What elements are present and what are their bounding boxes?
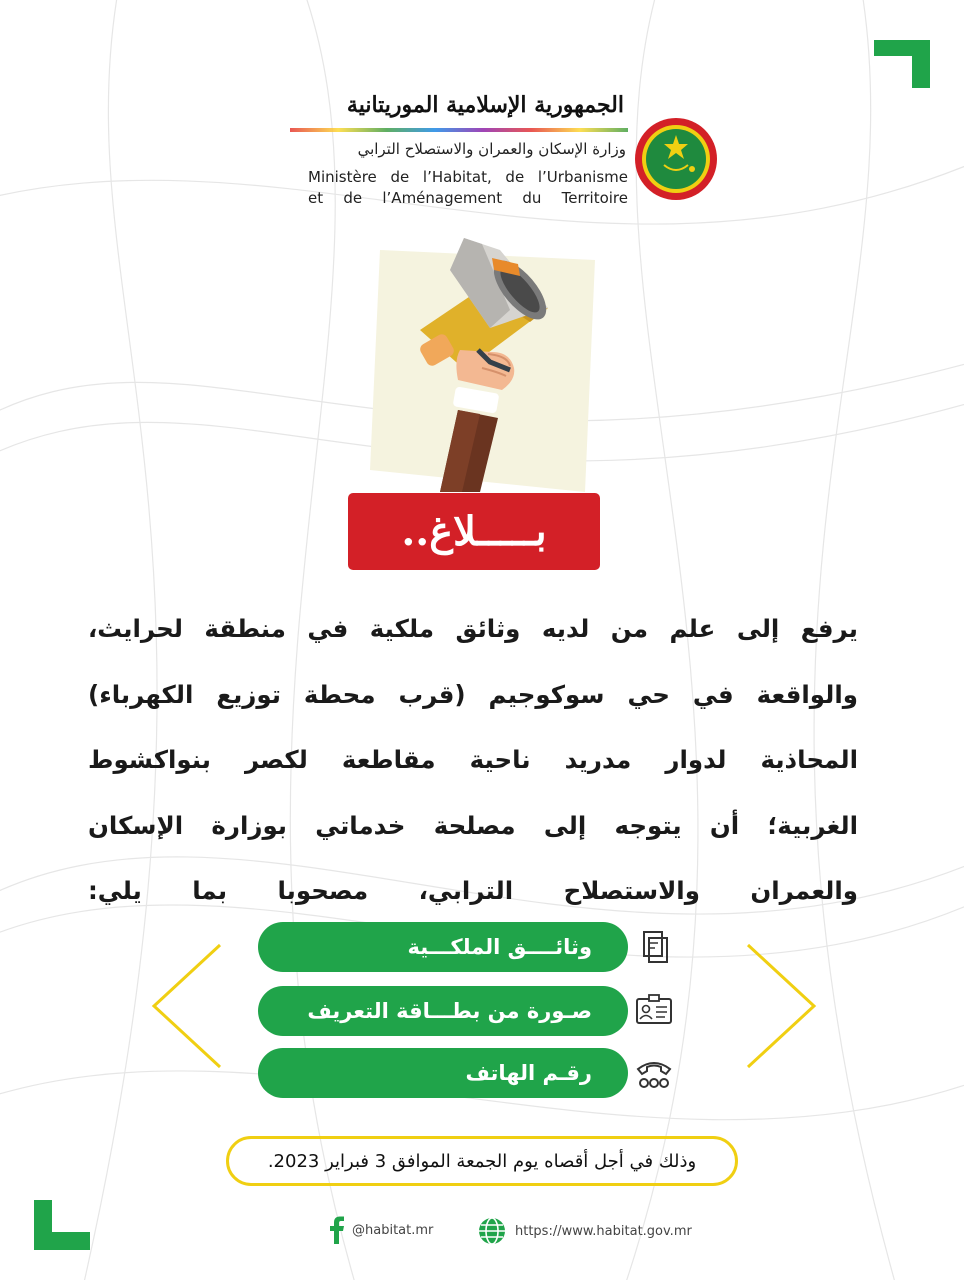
chevron-right-icon bbox=[746, 943, 818, 1069]
requirement-phone-number: رقـم الهاتف bbox=[258, 1048, 628, 1098]
notice-body bbox=[88, 596, 858, 924]
body-line-2: والواقعة في حي سوكوجيم (قرب محطة توزيع الكهرباء) bbox=[88, 679, 858, 709]
body-line-4: الغربية؛ أن يتوجه إلى مصلحة خدماتي بوزارة الإسكان bbox=[88, 810, 858, 840]
header-divider bbox=[290, 128, 628, 132]
ministry-fr-line2: et de l’Aménagement du Territoire bbox=[308, 189, 628, 207]
facebook-link[interactable] bbox=[328, 1216, 433, 1244]
megaphone-illustration bbox=[370, 230, 605, 492]
website-link[interactable] bbox=[477, 1216, 692, 1246]
national-seal-icon bbox=[634, 117, 718, 201]
telephone-icon bbox=[635, 1055, 673, 1093]
corner-bracket-bottom-left bbox=[34, 1200, 90, 1250]
ministry-name-french bbox=[308, 167, 628, 209]
globe-icon bbox=[477, 1216, 507, 1246]
corner-bracket-top-right bbox=[874, 40, 930, 88]
deadline-notice: وذلك في أجل أقصاه يوم الجمعة الموافق 3 فبراير 2023. bbox=[226, 1136, 738, 1186]
country-name: الجمهورية الإسلامية الموريتانية bbox=[346, 92, 624, 118]
documents-icon bbox=[635, 928, 673, 966]
website-url: https://www.habitat.gov.mr bbox=[515, 1223, 692, 1239]
ministry-fr-line1: Ministère de l’Habitat, de l’Urbanisme bbox=[308, 168, 628, 186]
chevron-left-icon bbox=[150, 943, 222, 1069]
ministry-name-arabic: وزارة الإسكان والعمران والاستصلاح الترابي bbox=[357, 140, 626, 158]
facebook-icon bbox=[328, 1216, 346, 1244]
requirement-id-card-photo: صـورة من بطـــاقة التعريف bbox=[258, 986, 628, 1036]
requirement-property-documents: وثائــــق الملكـــية bbox=[258, 922, 628, 972]
body-line-5: والعمران والاستصلاح الترابي، مصحوبا بما يلي: bbox=[88, 876, 858, 905]
notice-banner: بـــــلاغ.. bbox=[348, 493, 600, 570]
facebook-handle: @habitat.mr bbox=[352, 1222, 434, 1238]
body-line-1: يرفع إلى علم من لديه وثائق ملكية في منطقة لحرايث، bbox=[88, 614, 858, 643]
body-line-3: المحاذية لدوار مدريد ناحية مقاطعة لكصر بنواكشوط bbox=[88, 745, 858, 774]
id-card-icon bbox=[635, 991, 673, 1029]
